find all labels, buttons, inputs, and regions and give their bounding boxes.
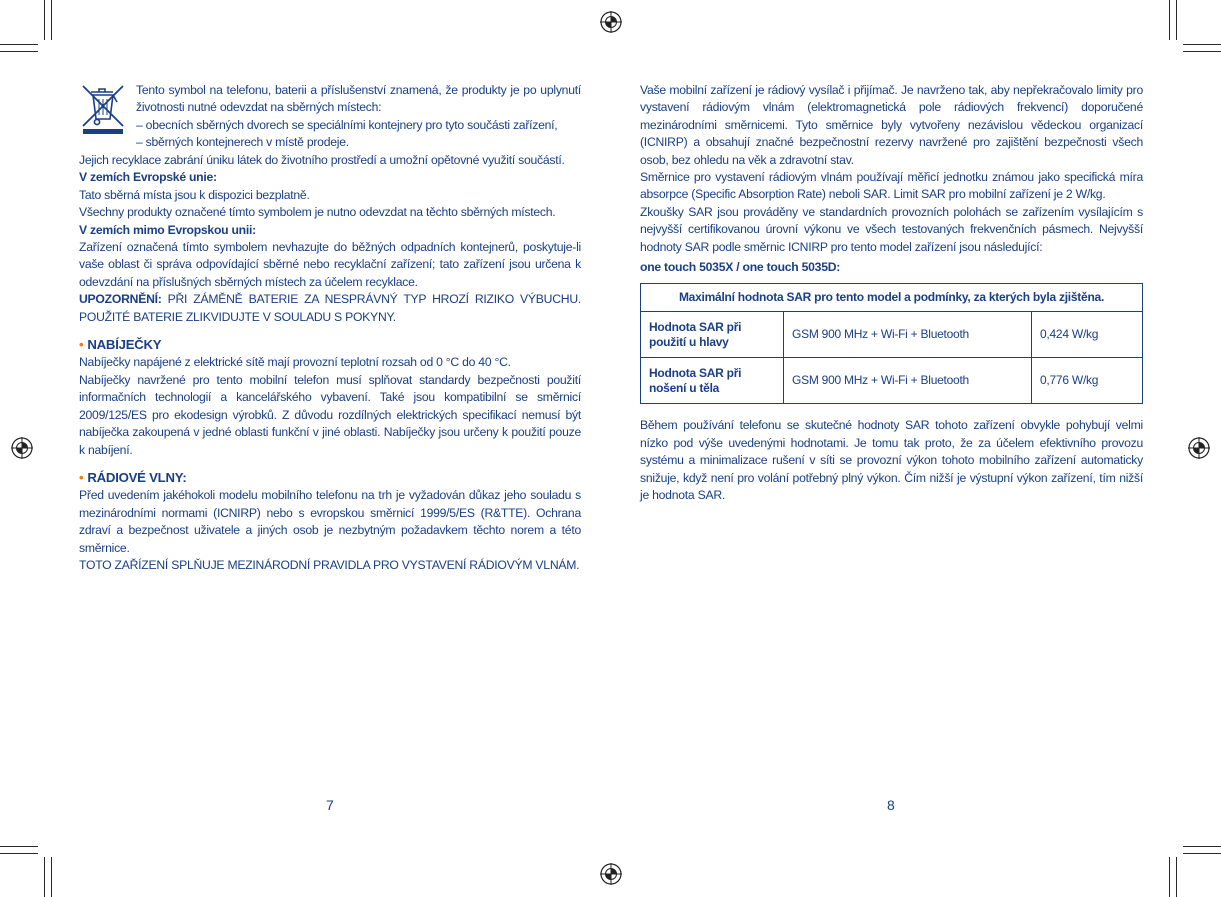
bullet-icon: • xyxy=(79,337,84,353)
sar-row-band: GSM 900 MHz + Wi-Fi + Bluetooth xyxy=(784,358,1032,404)
recycle-line: Jejich recyklace zabrání úniku látek do životního prostředí a umožní opětovné využití součástí. xyxy=(79,153,565,167)
sar-closing-paragraph: Během používání telefonu se skutečné hodnoty SAR tohoto zařízení obvykle pohybují velmi nízko pod výše uvedenými hodnotami. Je tomu tak proto, že za účelem efektivního provozu systému a minimalizace rušení v síti se provozní výkon tohoto mobilního zařízení automaticky snižuje, když není pro volání potřebný plný výkon. Čím nižší je výstupní výkon zařízení, tím nižší je hodnota SAR. xyxy=(640,418,1143,503)
sar-intro-paragraph: Vaše mobilní zařízení je rádiový vysílač i přijímač. Je navrženo tak, aby nepřekračovalo limity pro vystavení rádiovým vlnám (elektromagnetická pole rádiových frekvencí) doporučené mezinárodními směrnicemi. Tyto směrnice byly vytvořeny nezávislou vědeckou organizací (ICNIRP) a obsahují značné bezpečnostní rezervy navržené pro zajištění bezpečnosti všech osob, bez ohledu na věk a zdravotní stav. xyxy=(640,83,1143,167)
weee-text-line: Tento symbol na telefonu, baterii a příslušenství znamená, že produkty je po uplynutí životnosti nutné odevzdat na sběrných místech: xyxy=(136,83,581,115)
sar-row-label: Hodnota SAR při použití u hlavy xyxy=(641,312,784,358)
registration-mark-icon xyxy=(1187,436,1211,460)
bullet-icon: • xyxy=(79,469,84,485)
page-number-right: 8 xyxy=(887,797,895,813)
page-number-left: 7 xyxy=(326,797,334,813)
right-page xyxy=(640,82,1143,505)
registration-mark-icon xyxy=(10,436,34,460)
eu-line: Všechny produkty označené tímto symbolem je nutno odevzdat na těchto sběrných místech. xyxy=(79,205,556,220)
warning-paragraph xyxy=(79,291,581,326)
chargers-line: Nabíječky napájené z elektrické sítě mají provozní teplotní rozsah od 0 °C do 40 °C. xyxy=(79,355,511,370)
radio-line: TOTO ZAŘÍZENÍ SPLŇUJE MEZINÁRODNÍ PRAVIDLA PRO VYSTAVENÍ RÁDIOVÝM VLNÁM. xyxy=(79,557,580,572)
warning-text: PŘI ZÁMĚNĚ BATERIE ZA NESPRÁVNÝ TYP HROZÍ RIZIKO VÝBUCHU. POUŽITÉ BATERIE ZLIKVIDUJTE V SOULADU S POKYNY. xyxy=(79,292,582,324)
table-row xyxy=(641,312,1143,358)
sar-row-value: 0,776 W/kg xyxy=(1032,358,1143,404)
weee-section xyxy=(79,82,581,152)
radio-line: Před uvedením jakéhokoli modelu mobilního telefonu na trh je vyžadován důkaz jeho souladu s mezinárodními normami (ICNIRP) nebo s evropskou směrnicí 1999/5/ES (R&TTE). Ochrana zdraví a bezpečnost uživatele a jiných osob je nezbytným požadavkem těchto norem a této směrnice. xyxy=(79,488,581,555)
eu-heading: V zemích Evropské unie: xyxy=(79,170,217,185)
sar-row-band: GSM 900 MHz + Wi-Fi + Bluetooth xyxy=(784,312,1032,358)
warning-label: UPOZORNĚNÍ: xyxy=(79,292,162,307)
registration-mark-icon xyxy=(599,862,623,886)
registration-mark-icon xyxy=(599,10,623,34)
chargers-line: Nabíječky navržené pro tento mobilní telefon musí splňovat standardy bezpečnosti použití informačních technologií a kancelářského vybavení. Také jsou kompatibilní se směrnicí 2009/125/ES pro ekodesign výrobků. Z důvodu rozdílných elektrických specifikací nemusí být nabíječka zakoupená v jedné oblasti funkční v jiné oblasti. Nabíječky jsou určeny k použití pouze k nabíjení. xyxy=(79,372,581,457)
noneu-heading: V zemích mimo Evropskou unii: xyxy=(79,222,256,237)
sar-tests-paragraph: Zkoušky SAR jsou prováděny ve standardních provozních polohách se zařízením vysílajícím s nejvyšší certifikovanou úrovní výkonu ve všech testovaných frekvenčních pásmech. Nejvyšší hodnoty SAR podle směrnic ICNIRP pro tento model zařízení jsou následující: xyxy=(640,204,1143,254)
eu-line: Tato sběrná místa jsou k dispozici bezplatně. xyxy=(79,187,310,202)
sar-row-value: 0,424 W/kg xyxy=(1032,312,1143,358)
sar-row-label: Hodnota SAR při nošení u těla xyxy=(641,358,784,404)
sar-table-header: Maximální hodnota SAR pro tento model a podmínky, za kterých byla zjištěna. xyxy=(641,284,1143,312)
weee-text-line: – sběrných kontejnerech v místě prodeje. xyxy=(136,135,349,150)
sar-definition-paragraph: Směrnice pro vystavení rádiovým vlnám používají měřicí jednotku známou jako specifická míra absorpce (Specific Absorption Rate) neboli SAR. Limit SAR pro mobilní zařízení je 2 W/kg. xyxy=(640,170,1143,202)
noneu-text: Zařízení označená tímto symbolem nevhazujte do běžných odpadních kontejnerů, poskytuje-li vaše oblast či správa odpovídající sběrné nebo recyklační zařízení; tato zařízení jsou určena k odevzdání na příslušných sběrných místech za účelem recyklace. xyxy=(79,240,581,289)
model-line: one touch 5035X / one touch 5035D: xyxy=(640,260,841,275)
crossed-out-wheelie-bin-icon xyxy=(79,82,127,134)
radio-heading: • RÁDIOVÉ VLNY: xyxy=(79,469,187,485)
table-row xyxy=(641,358,1143,404)
weee-text-line: – obecních sběrných dvorech se speciálními kontejnery pro tyto součásti zařízení, xyxy=(136,117,558,132)
left-page xyxy=(79,82,581,574)
chargers-heading: • NABÍJEČKY xyxy=(79,337,162,353)
sar-table xyxy=(640,283,1143,404)
